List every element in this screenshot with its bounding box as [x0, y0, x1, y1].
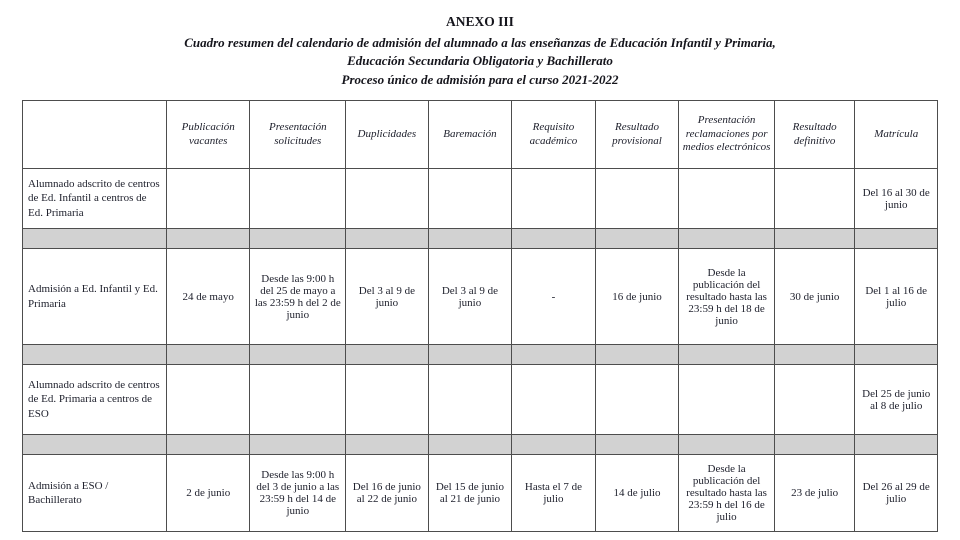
table-cell: [595, 365, 679, 435]
spacer-row: [23, 435, 938, 455]
table-cell: [512, 169, 596, 229]
table-cell: Del 1 al 16 de julio: [855, 249, 938, 345]
spacer-cell: [428, 435, 512, 455]
spacer-cell: [346, 435, 429, 455]
spacer-cell: [512, 229, 596, 249]
table-cell: Del 3 al 9 de junio: [428, 249, 512, 345]
spacer-cell: [166, 435, 250, 455]
table-cell: 30 de junio: [774, 249, 855, 345]
table-row-adscrito-infantil-primaria: [23, 169, 938, 229]
table-cell: [346, 365, 429, 435]
header-cell-publicacion-vacantes: Publicación vacantes: [166, 101, 250, 169]
spacer-cell: [512, 435, 596, 455]
header-cell-baremacion: Baremación: [428, 101, 512, 169]
table-cell: [595, 169, 679, 229]
spacer-row: [23, 345, 938, 365]
table-cell: Desde las 9:00 h del 3 de junio a las 23:59 h del 14 de junio: [250, 455, 346, 532]
page-title: ANEXO III: [446, 14, 514, 29]
table-cell: Desde la publicación del resultado hasta las 23:59 h del 16 de julio: [679, 455, 775, 532]
table-cell: Desde la publicación del resultado hasta las 23:59 h del 18 de junio: [679, 249, 775, 345]
table-cell: Del 3 al 9 de junio: [346, 249, 429, 345]
spacer-cell: [166, 345, 250, 365]
table-cell: [679, 365, 775, 435]
spacer-cell: [428, 229, 512, 249]
table-cell: Del 15 de junio al 21 de junio: [428, 455, 512, 532]
spacer-cell: [250, 229, 346, 249]
admission-calendar-table: [22, 100, 938, 532]
table-cell: [428, 169, 512, 229]
spacer-cell: [250, 345, 346, 365]
spacer-cell: [679, 229, 775, 249]
spacer-cell: [679, 345, 775, 365]
spacer-cell: [23, 435, 167, 455]
spacer-cell: [855, 435, 938, 455]
spacer-cell: [346, 229, 429, 249]
table-cell: Del 25 de junio al 8 de julio: [855, 365, 938, 435]
row-label-cell: Admisión a ESO / Bachillerato: [23, 455, 167, 532]
table-cell: 23 de julio: [774, 455, 855, 532]
spacer-cell: [428, 345, 512, 365]
subtitle-line-2: Educación Secundaria Obligatoria y Bachillerato: [347, 53, 613, 69]
table-cell: 16 de junio: [595, 249, 679, 345]
spacer-cell: [774, 229, 855, 249]
spacer-cell: [595, 229, 679, 249]
spacer-cell: [346, 345, 429, 365]
table-cell: [428, 365, 512, 435]
spacer-cell: [855, 345, 938, 365]
table-cell: [512, 365, 596, 435]
table-row-adscrito-primaria-eso: [23, 365, 938, 435]
spacer-cell: [595, 435, 679, 455]
header-cell-empty: [23, 101, 167, 169]
row-label-cell: Alumnado adscrito de centros de Ed. Infantil a centros de Ed. Primaria: [23, 169, 167, 229]
header-cell-reclamaciones: Presentación reclamaciones por medios electrónicos: [679, 101, 775, 169]
table-cell: [774, 365, 855, 435]
spacer-cell: [166, 229, 250, 249]
table-cell: [679, 169, 775, 229]
spacer-cell: [774, 435, 855, 455]
header-cell-resultado-provisional: Resultado provisional: [595, 101, 679, 169]
table-cell: -: [512, 249, 596, 345]
table-cell: [774, 169, 855, 229]
table-cell: [166, 169, 250, 229]
table-cell: [166, 365, 250, 435]
spacer-cell: [250, 435, 346, 455]
table-cell: Del 16 al 30 de junio: [855, 169, 938, 229]
table-cell: [250, 365, 346, 435]
header-cell-duplicidades: Duplicidades: [346, 101, 429, 169]
header-cell-requisito-academico: Requisito académico: [512, 101, 596, 169]
spacer-cell: [23, 229, 167, 249]
table-cell: [250, 169, 346, 229]
spacer-cell: [23, 345, 167, 365]
table-cell: 2 de junio: [166, 455, 250, 532]
spacer-row: [23, 229, 938, 249]
row-label-cell: Admisión a Ed. Infantil y Ed. Primaria: [23, 249, 167, 345]
table-cell: [346, 169, 429, 229]
header-cell-presentacion-solicitudes: Presentación solicitudes: [250, 101, 346, 169]
table-cell: Desde las 9:00 h del 25 de mayo a las 23:59 h del 2 de junio: [250, 249, 346, 345]
spacer-cell: [855, 229, 938, 249]
table-row-admision-infantil-primaria: [23, 249, 938, 345]
row-label-cell: Alumnado adscrito de centros de Ed. Primaria a centros de ESO: [23, 365, 167, 435]
table-cell: 14 de julio: [595, 455, 679, 532]
header-cell-matricula: Matrícula: [855, 101, 938, 169]
table-cell: Del 16 de junio al 22 de junio: [346, 455, 429, 532]
subtitle-line-3: Proceso único de admisión para el curso 2021-2022: [341, 72, 619, 88]
table-cell: 24 de mayo: [166, 249, 250, 345]
table-row-admision-eso-bachillerato: [23, 455, 938, 532]
table-header-row: [23, 101, 938, 169]
table-cell: Hasta el 7 de julio: [512, 455, 596, 532]
table-cell: Del 26 al 29 de julio: [855, 455, 938, 532]
spacer-cell: [774, 345, 855, 365]
spacer-cell: [595, 345, 679, 365]
spacer-cell: [679, 435, 775, 455]
document-header: [0, 0, 960, 90]
subtitle-line-1: Cuadro resumen del calendario de admisión del alumnado a las enseñanzas de Educación Infantil y Primaria,: [184, 34, 776, 50]
spacer-cell: [512, 345, 596, 365]
header-cell-resultado-definitivo: Resultado definitivo: [774, 101, 855, 169]
